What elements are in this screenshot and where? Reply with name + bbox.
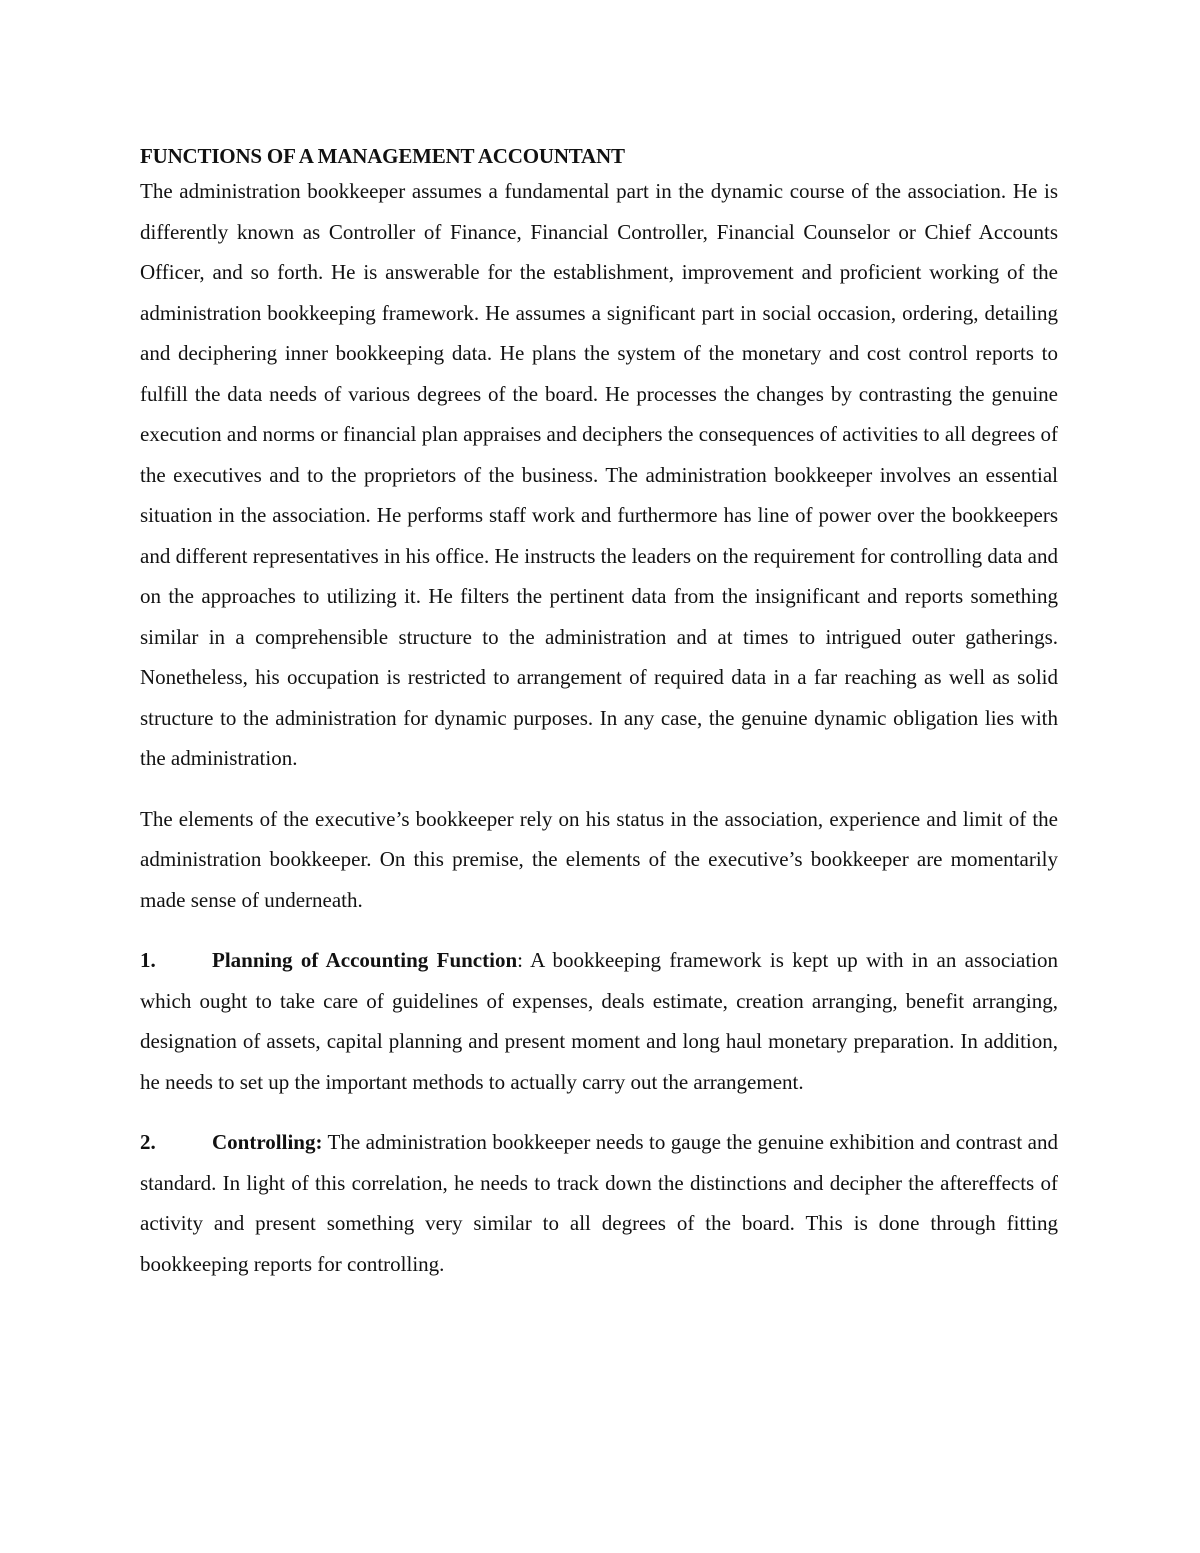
body-paragraph: The elements of the executive’s bookkeeper rely on his status in the association, experience and limit of the administration bookkeeper. On this premise, the elements of the executive’s bookkeeper are momentarily made sense of underneath. xyxy=(140,806,1058,912)
list-item-controlling xyxy=(140,1122,1058,1284)
list-text: The administration bookkeeper needs to gauge the genuine exhibition and contrast and standard. In light of this correlation, he needs to track down the distinctions and decipher the aftereffects of activity and present something very similar to all degrees of the board. This is done through fitting bookkeeping reports for controlling. xyxy=(140,1130,1058,1276)
list-separator: : xyxy=(517,948,523,972)
body-paragraph: The administration bookkeeper assumes a fundamental part in the dynamic course of the association. He is differently known as Controller of Finance, Financial Controller, Financial Counselor or Chief Accounts Officer, and so forth. He is answerable for the establishment, improvement and proficient working of the administration bookkeeping framework. He assumes a significant part in social occasion, ordering, detailing and deciphering inner bookkeeping data. He plans the system of the monetary and cost control reports to fulfill the data needs of various degrees of the board. He processes the changes by contrasting the genuine execution and norms or financial plan appraises and deciphers the consequences of activities to all degrees of the executives and to the proprietors of the business. The administration bookkeeper involves an essential situation in the association. He performs staff work and furthermore has line of power over the bookkeepers and different representatives in his office. He instructs the leaders on the requirement for controlling data and on the approaches to utilizing it. He filters the pertinent data from the insignificant and reports something similar in a comprehensible structure to the administration and at times to intrigued outer gatherings. Nonetheless, his occupation is restricted to arrangement of required data in a far reaching as well as solid structure to the administration for dynamic purposes. In any case, the genuine dynamic obligation lies with the administration. xyxy=(140,179,1058,770)
list-text: A bookkeeping framework is kept up with in an association which ought to take care of guidelines of expenses, deals estimate, creation arranging, benefit arranging, designation of assets, capital planning and present moment and long haul monetary preparation. In addition, he needs to set up the important methods to actually carry out the arrangement. xyxy=(140,948,1058,1094)
list-item-planning xyxy=(140,940,1058,1102)
list-number: 1. xyxy=(140,948,156,972)
list-number: 2. xyxy=(140,1130,156,1154)
document-title: FUNCTIONS OF A MANAGEMENT ACCOUNTANT xyxy=(140,144,625,168)
list-separator: : xyxy=(315,1130,323,1154)
document-page xyxy=(140,141,1058,1284)
list-term: Controlling xyxy=(212,1130,316,1154)
list-term: Planning of Accounting Function xyxy=(212,948,518,972)
